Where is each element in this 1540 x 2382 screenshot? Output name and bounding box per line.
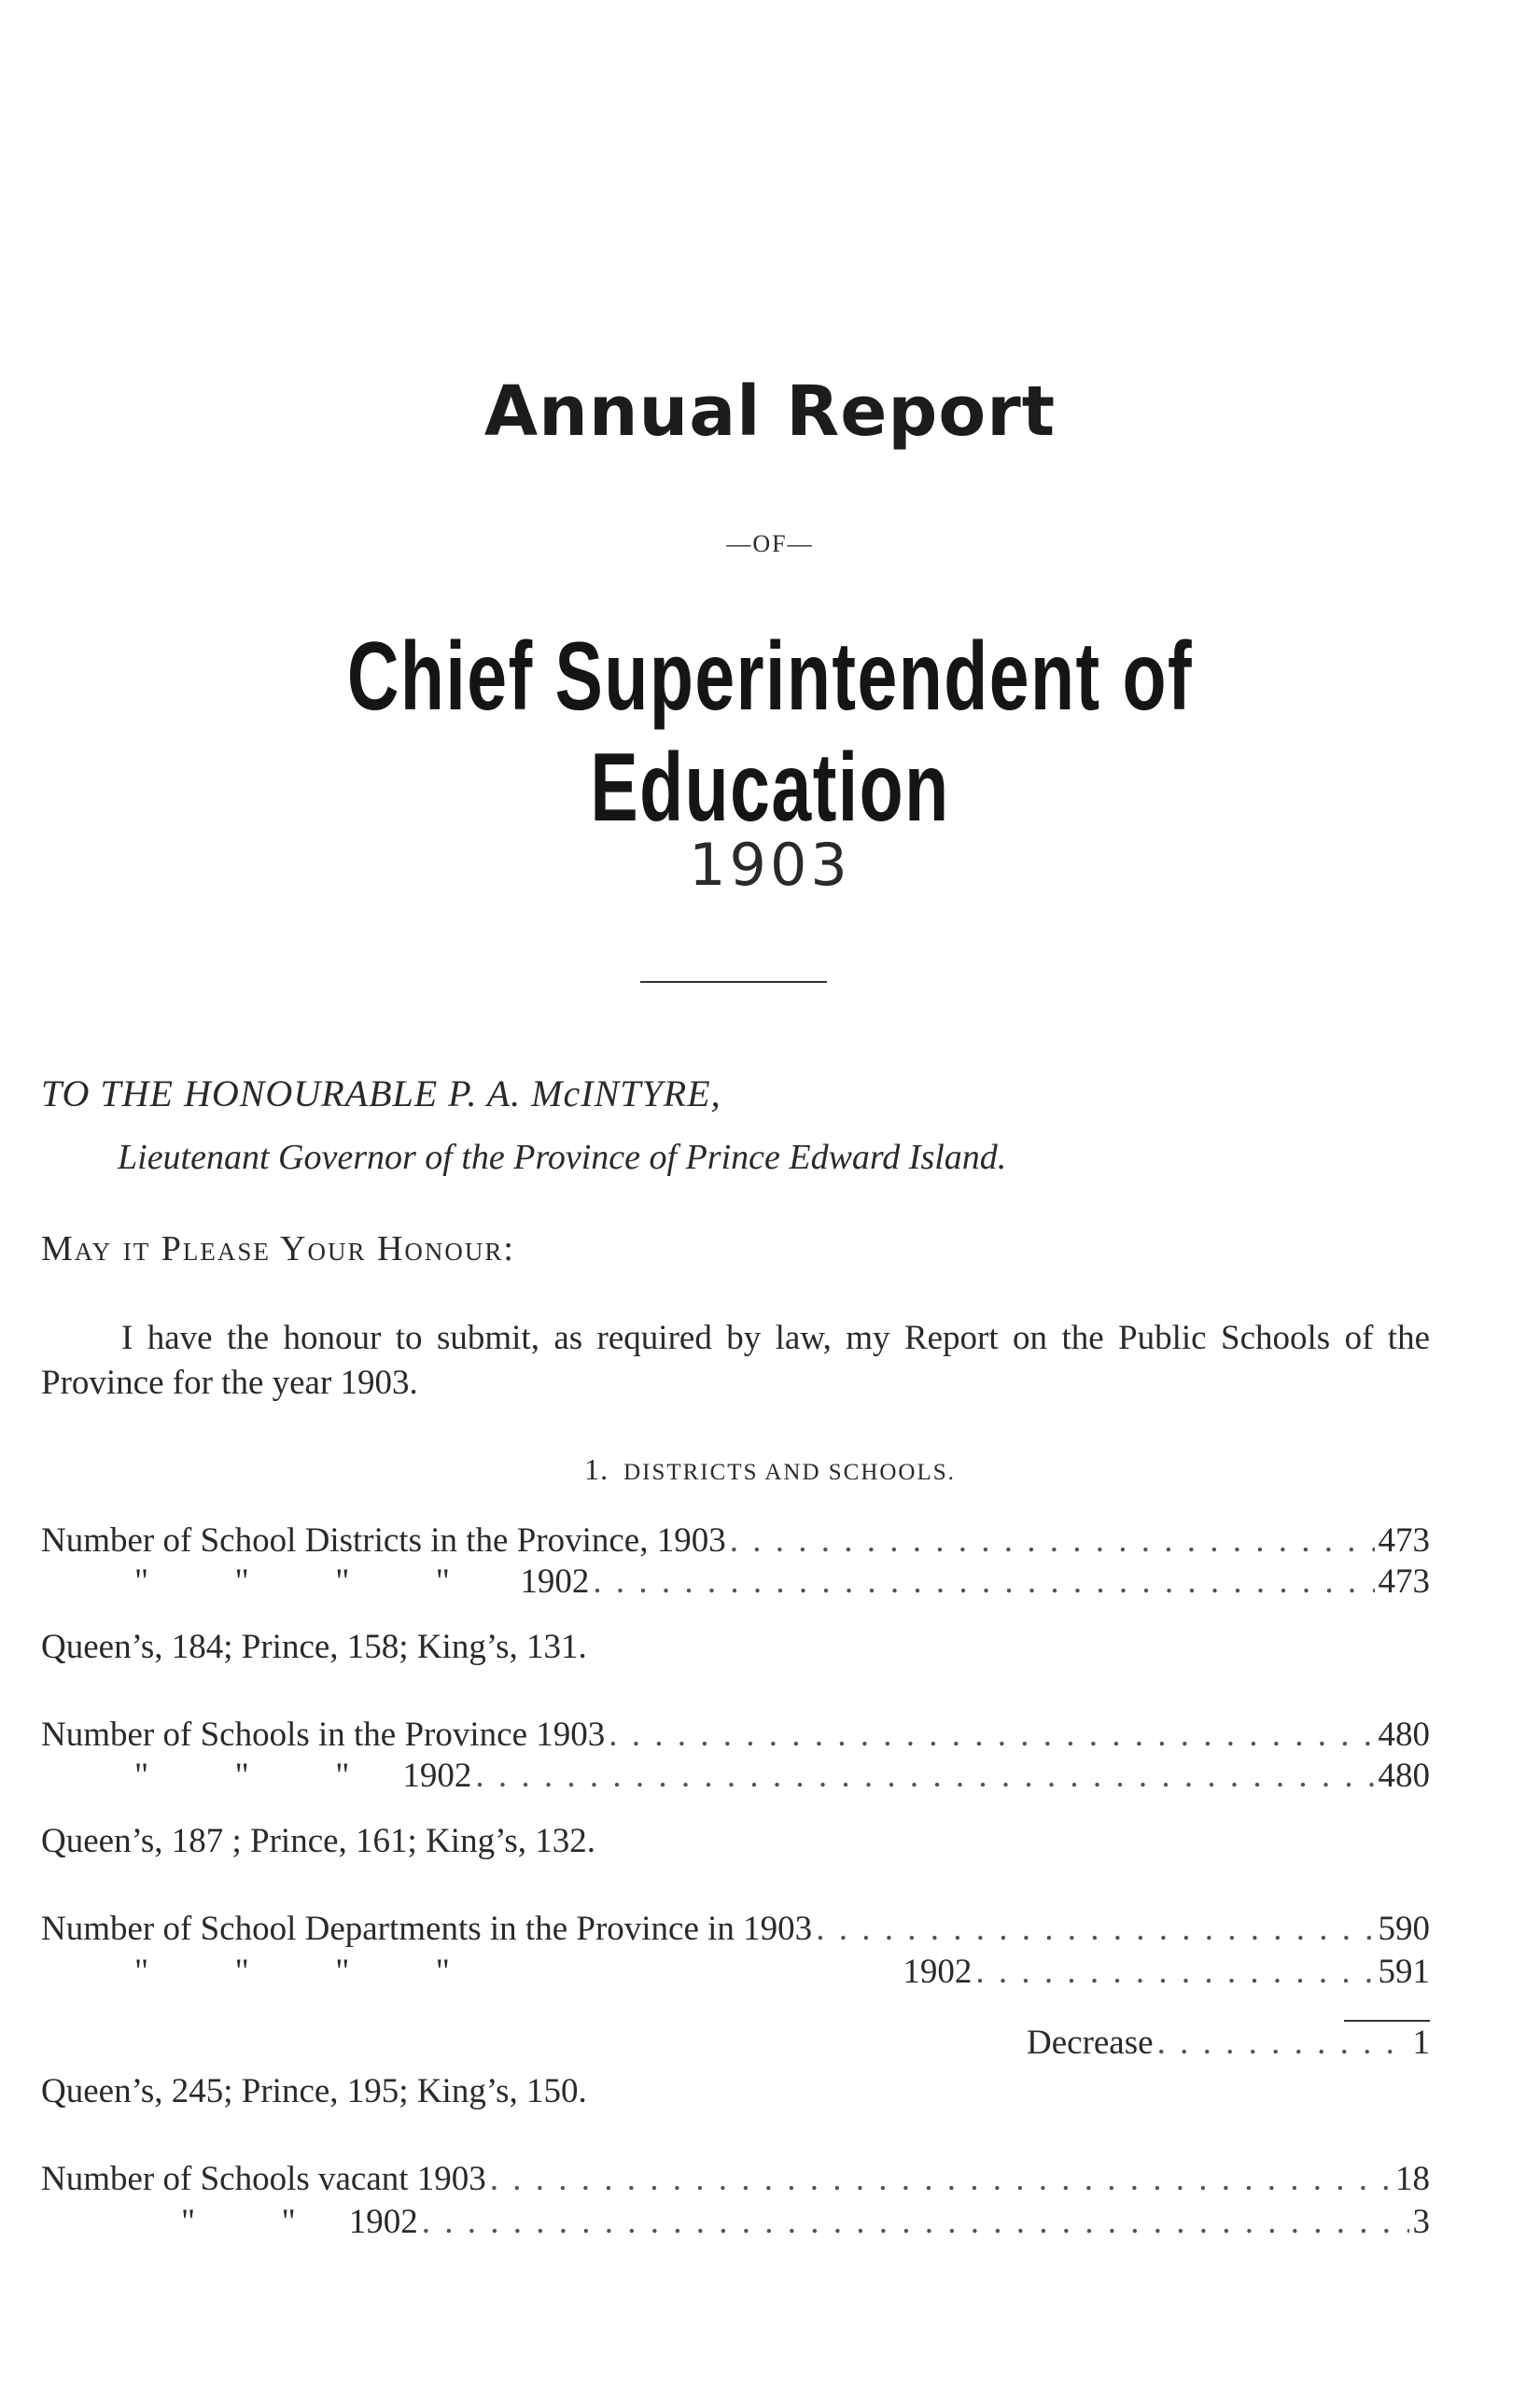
- row-label: Number of School Departments in the Province in 1903: [41, 1910, 813, 1948]
- decrease-label: Decrease: [1027, 2024, 1154, 2062]
- row-label: Number of Schools vacant 1903: [41, 2160, 486, 2198]
- schools-1903-row: [41, 1714, 1430, 1757]
- addressee-title: Lieutenant Governor of the Province of Prince Edward Island.: [118, 1138, 1007, 1177]
- row-year: 1902: [520, 1562, 590, 1601]
- dot-leader: [816, 1908, 1374, 1951]
- departments-decrease-row: [1027, 2022, 1430, 2065]
- schools-county-summary: Queen’s, 187 ; Prince, 161; King’s, 132.: [41, 1822, 596, 1860]
- departments-1903-row: [41, 1908, 1430, 1951]
- departments-1902-row: [41, 1951, 1430, 1994]
- report-title: Annual Report: [483, 371, 1057, 452]
- report-title-of: —OF—: [726, 530, 814, 557]
- row-label: Number of Schools in the Province 1903: [41, 1716, 606, 1754]
- report-year: 1903: [689, 831, 851, 899]
- ditto-marks: " " " ": [134, 1953, 502, 1991]
- row-value: 480: [1378, 1716, 1430, 1754]
- report-title-office: Chief Superintendent of Education: [346, 623, 1194, 842]
- vacant-1903-row: [41, 2158, 1430, 2201]
- districts-1903-row: [41, 1520, 1430, 1562]
- row-value: 473: [1378, 1562, 1430, 1601]
- dot-leader: [475, 1755, 1374, 1798]
- row-label: Number of School Districts in the Province, 1903: [41, 1521, 726, 1560]
- districts-county-summary: Queen’s, 184; Prince, 158; King’s, 131.: [41, 1628, 587, 1666]
- row-value: 3: [1412, 2203, 1430, 2241]
- dot-leader: [1157, 2022, 1409, 2065]
- dot-leader: [490, 2158, 1392, 2201]
- section-heading: [0, 1452, 1540, 1487]
- intro-paragraph: I have the honour to submit, as required by law, my Report on the Public Schools of the Province for the year 1903.: [41, 1319, 1430, 1402]
- row-value: 473: [1378, 1521, 1430, 1560]
- row-year: 1902: [903, 1953, 973, 1991]
- ditto-marks: " " " ": [134, 1562, 502, 1601]
- row-value: 590: [1378, 1910, 1430, 1948]
- salutation: May it Please Your Honour:: [41, 1229, 515, 1268]
- section-number: 1.: [584, 1452, 609, 1486]
- dot-leader: [593, 1561, 1374, 1604]
- dot-leader: [422, 2201, 1409, 2244]
- decrease-value: 1: [1412, 2024, 1430, 2062]
- dot-leader: [609, 1714, 1374, 1757]
- schools-1902-row: [41, 1755, 1430, 1798]
- row-value: 18: [1395, 2160, 1430, 2198]
- dot-leader: [730, 1520, 1375, 1562]
- departments-county-summary: Queen’s, 245; Prince, 195; King’s, 150.: [41, 2072, 587, 2110]
- title-divider: [640, 981, 827, 983]
- vacant-1902-row: [41, 2201, 1430, 2244]
- ditto-marks: " ": [181, 2203, 330, 2241]
- section-title: DISTRICTS AND SCHOOLS.: [623, 1460, 956, 1485]
- row-year: 1902: [348, 2203, 418, 2241]
- ditto-marks: " " ": [134, 1757, 385, 1795]
- row-year: 1902: [402, 1757, 472, 1795]
- districts-1902-row: [41, 1561, 1430, 1604]
- dot-leader: [975, 1951, 1374, 1994]
- addressee: TO THE HONOURABLE P. A. McINTYRE,: [41, 1072, 721, 1114]
- row-value: 591: [1378, 1953, 1430, 1991]
- row-value: 480: [1378, 1757, 1430, 1795]
